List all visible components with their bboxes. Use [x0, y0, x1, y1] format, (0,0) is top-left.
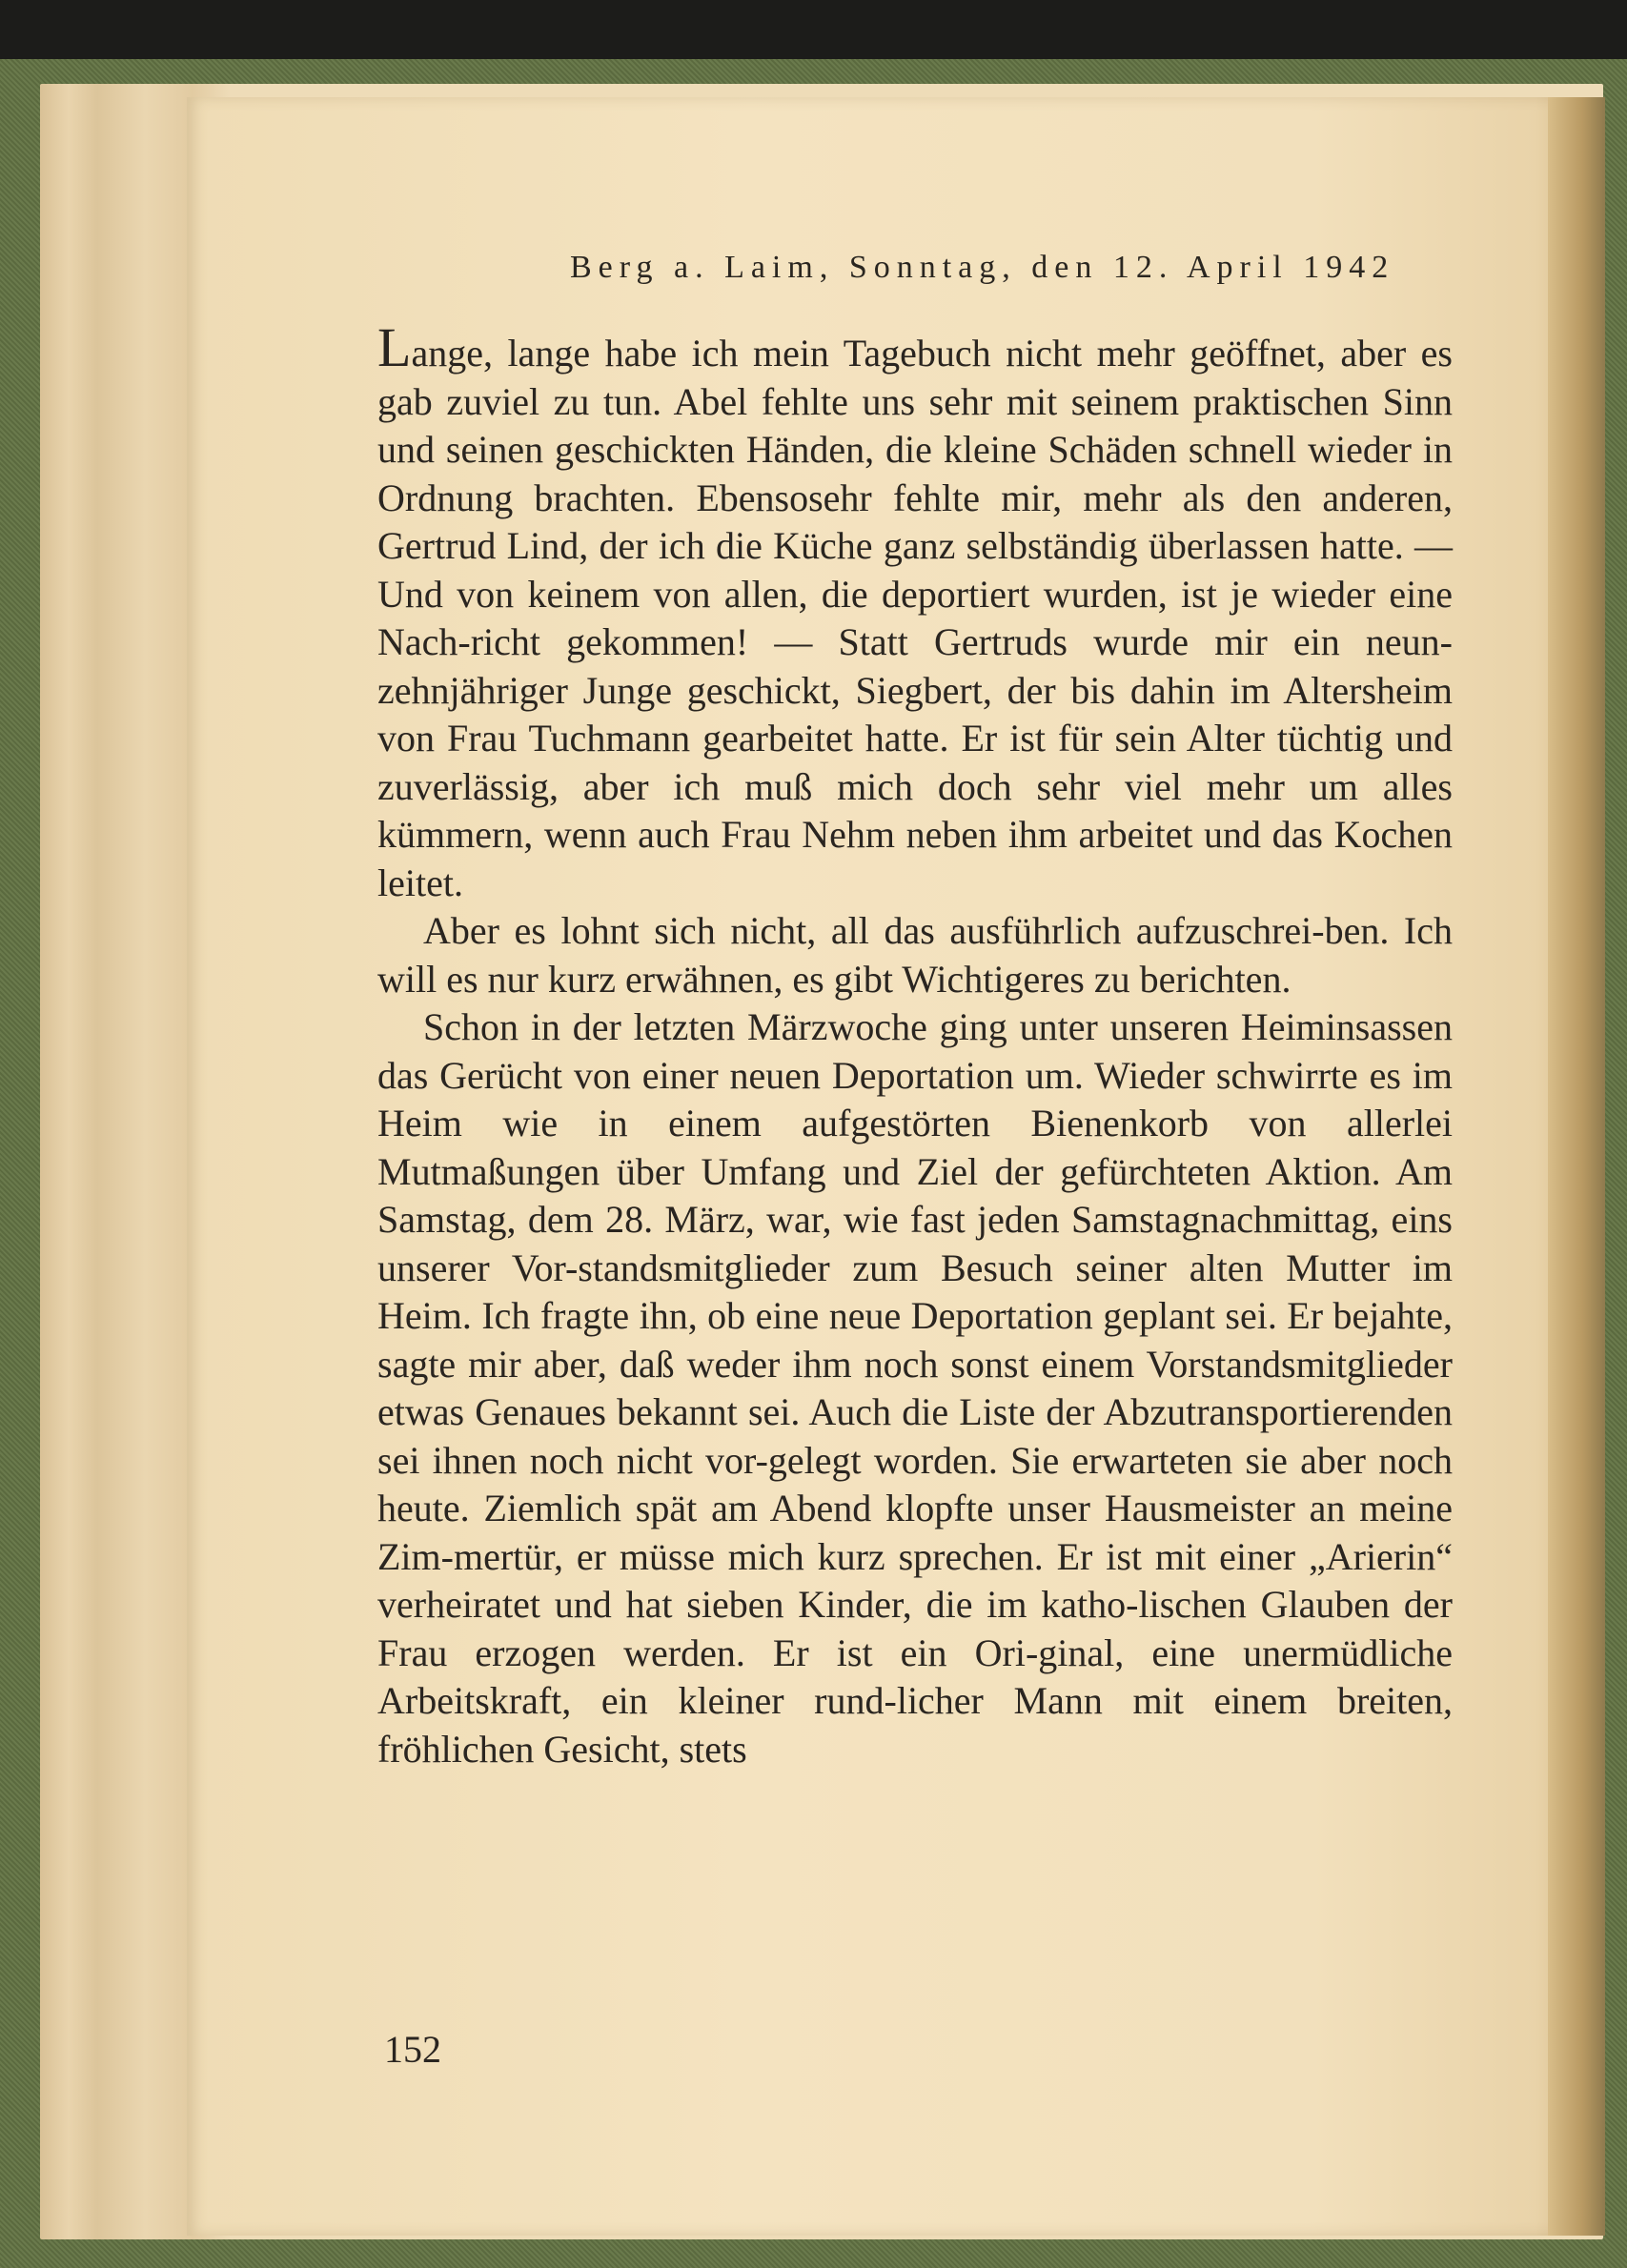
- paragraph-3: Schon in der letzten Märzwoche ging unter unseren Heiminsassen das Gerücht von einer neuen Deportation um. Wieder schwirrte es im Heim wie in einem aufgestörten Bienenkorb von allerlei Mutmaßungen über Umfang und Ziel der gefürchteten Aktion. Am Samstag, dem 28. März, war, wie fast jeden Samstagnachmittag, eins unserer Vor-standsmitglieder zum Besuch seiner alten Mutter im Heim. Ich fragte ihn, ob eine neue Deportation geplant sei. Er bejahte, sagte mir aber, daß weder ihm noch sonst einem Vorstandsmitglieder etwas Genaues bekannt sei. Auch die Liste der Abzutransportierenden sei ihnen noch nicht vor-gelegt worden. Sie erwarteten sie aber noch heute. Ziemlich spät am Abend klopfte unser Hausmeister an meine Zim-mertür, er müsse mich kurz sprechen. Er ist mit einer „Arierin“ verheiratet und hat sieben Kinder, die im katho-lischen Glauben der Frau erzogen werden. Er ist ein Ori-ginal, eine unermüdliche Arbeitskraft, ein kleiner rund-licher Mann mit einem breiten, fröhlichen Gesicht, stets: [377, 1005, 1453, 1771]
- paragraph-1: [377, 316, 1453, 907]
- page-body: [377, 316, 1453, 1773]
- page-number: 152: [384, 2028, 441, 2071]
- drop-cap: L: [377, 316, 412, 378]
- paragraph-2: Aber es lohnt sich nicht, all das ausführlich aufzuschrei-ben. Ich will es nur kurz erwähnen, es gibt Wichtigeres zu berichten.: [377, 909, 1453, 1001]
- paragraph-1-text: ange, lange habe ich mein Tagebuch nicht mehr geöffnet, aber es gab zuviel zu tun. Abel fehlte uns sehr mit seinem praktischen Sinn und seinen geschickten Händen, die kleine Schäden schnell wieder in Ordnung brachten. Ebensosehr fehlte mir, mehr als den anderen, Gertrud Lind, der ich die Küche ganz selbständig überlassen hatte. — Und von keinem von allen, die deportiert wurden, ist je wieder eine Nach-richt gekommen! — Statt Gertruds wurde mir ein neun-zehnjähriger Junge geschickt, Siegbert, der bis dahin im Altersheim von Frau Tuchmann gearbeitet hatte. Er ist für sein Alter tüchtig und zuverlässig, aber ich muß mich doch sehr viel mehr um alles kümmern, wenn auch Frau Nehm neben ihm arbeitet und das Kochen leitet.: [377, 332, 1453, 904]
- book-gutter: [1548, 97, 1605, 2236]
- page-header: Berg a. Laim, Sonntag, den 12. April 1942: [570, 250, 1395, 285]
